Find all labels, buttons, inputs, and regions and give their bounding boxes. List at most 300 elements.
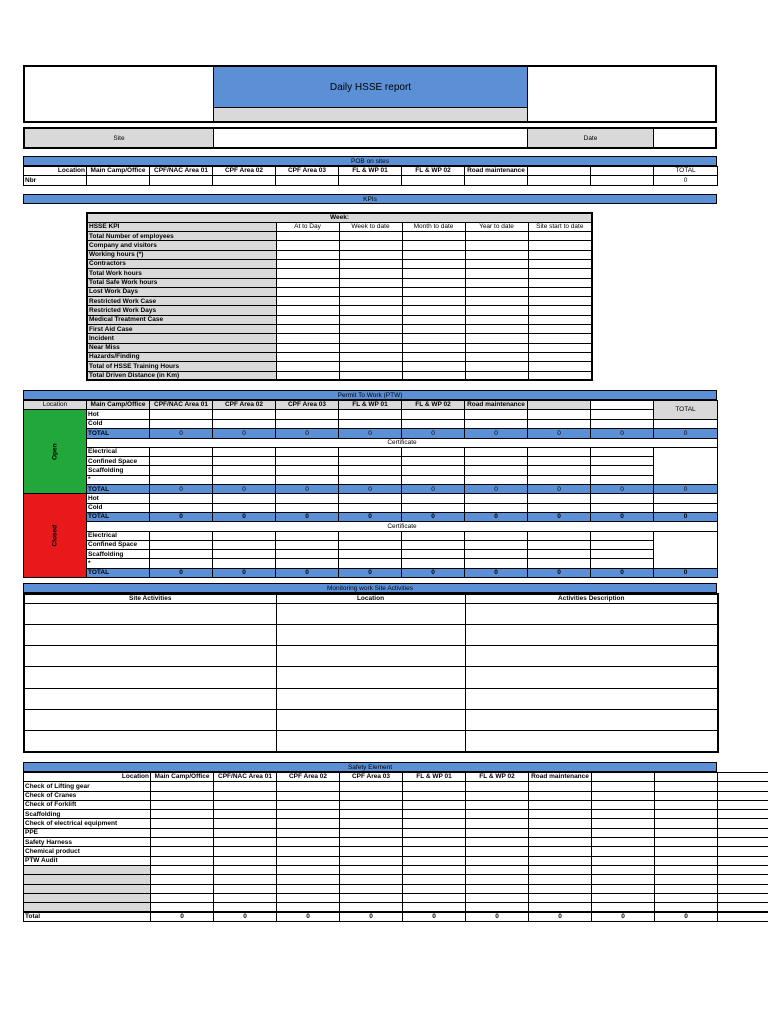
safety-cell[interactable]: [151, 782, 214, 791]
ptw-closed-cell[interactable]: [465, 550, 528, 559]
ptw-open-cell[interactable]: [150, 457, 213, 466]
safety-cell[interactable]: [655, 819, 718, 828]
safety-cell[interactable]: [277, 875, 340, 884]
monitoring-cell[interactable]: [24, 603, 276, 624]
safety-cell[interactable]: [151, 810, 214, 819]
safety-cell[interactable]: [214, 782, 277, 791]
ptw-closed-cell[interactable]: [339, 503, 402, 512]
ptw-open-cell[interactable]: [276, 420, 339, 429]
monitoring-cell[interactable]: [276, 624, 465, 645]
kpi-cell[interactable]: [402, 371, 465, 380]
safety-cell[interactable]: [466, 819, 529, 828]
safety-cell[interactable]: [214, 800, 277, 809]
ptw-closed-cell[interactable]: [465, 540, 528, 549]
ptw-closed-cell[interactable]: [591, 540, 654, 549]
safety-cell[interactable]: [718, 819, 768, 828]
ptw-closed-cell[interactable]: [591, 503, 654, 512]
kpi-cell[interactable]: [339, 352, 402, 361]
kpi-cell[interactable]: [402, 259, 465, 268]
safety-cell[interactable]: [214, 791, 277, 800]
pob-cell[interactable]: [87, 176, 150, 185]
safety-cell[interactable]: [655, 865, 718, 874]
monitoring-cell[interactable]: [465, 603, 718, 624]
safety-cell[interactable]: [466, 856, 529, 865]
kpi-cell[interactable]: [276, 352, 339, 361]
kpi-cell[interactable]: [528, 343, 592, 352]
safety-cell[interactable]: [466, 800, 529, 809]
ptw-closed-cell[interactable]: [465, 503, 528, 512]
monitoring-cell[interactable]: [465, 730, 718, 751]
monitoring-cell[interactable]: [24, 688, 276, 709]
kpi-cell[interactable]: [528, 325, 592, 334]
safety-cell[interactable]: [151, 847, 214, 856]
kpi-cell[interactable]: [339, 371, 402, 380]
kpi-cell[interactable]: [276, 325, 339, 334]
safety-cell[interactable]: [592, 800, 655, 809]
ptw-closed-cell[interactable]: [150, 531, 213, 540]
safety-cell[interactable]: [277, 903, 340, 912]
safety-cell[interactable]: [466, 875, 529, 884]
safety-cell[interactable]: [403, 856, 466, 865]
safety-cell[interactable]: [466, 865, 529, 874]
safety-cell[interactable]: [403, 828, 466, 837]
safety-cell[interactable]: [340, 800, 403, 809]
ptw-open-cell[interactable]: [591, 447, 654, 456]
kpi-cell[interactable]: [465, 334, 528, 343]
kpi-cell[interactable]: [276, 250, 339, 259]
safety-cell[interactable]: [151, 838, 214, 847]
ptw-closed-cell[interactable]: [591, 559, 654, 568]
ptw-open-cell[interactable]: [465, 447, 528, 456]
kpi-cell[interactable]: [465, 250, 528, 259]
monitoring-cell[interactable]: [24, 709, 276, 730]
monitoring-cell[interactable]: [465, 688, 718, 709]
ptw-closed-cell[interactable]: [591, 531, 654, 540]
safety-cell[interactable]: [655, 847, 718, 856]
safety-cell[interactable]: [592, 782, 655, 791]
safety-cell[interactable]: [529, 782, 592, 791]
ptw-open-cell[interactable]: [213, 420, 276, 429]
safety-cell[interactable]: [340, 875, 403, 884]
ptw-open-cell[interactable]: [591, 475, 654, 484]
safety-cell[interactable]: [214, 828, 277, 837]
safety-cell[interactable]: [403, 782, 466, 791]
safety-cell[interactable]: [214, 884, 277, 893]
ptw-open-cell[interactable]: [213, 457, 276, 466]
ptw-closed-cell[interactable]: [528, 503, 591, 512]
kpi-cell[interactable]: [528, 352, 592, 361]
safety-cell[interactable]: [718, 865, 768, 874]
safety-cell[interactable]: [655, 800, 718, 809]
monitoring-cell[interactable]: [24, 646, 276, 667]
safety-cell[interactable]: [277, 810, 340, 819]
kpi-cell[interactable]: [339, 334, 402, 343]
ptw-closed-cell[interactable]: [150, 540, 213, 549]
ptw-closed-cell[interactable]: [213, 540, 276, 549]
safety-cell[interactable]: [529, 791, 592, 800]
ptw-closed-cell[interactable]: [402, 559, 465, 568]
safety-cell[interactable]: [340, 819, 403, 828]
ptw-closed-cell[interactable]: [213, 550, 276, 559]
kpi-cell[interactable]: [276, 259, 339, 268]
safety-cell[interactable]: [277, 782, 340, 791]
kpi-cell[interactable]: [276, 297, 339, 306]
ptw-open-cell[interactable]: [402, 420, 465, 429]
ptw-open-cell[interactable]: [213, 466, 276, 475]
monitoring-cell[interactable]: [276, 646, 465, 667]
kpi-cell[interactable]: [465, 269, 528, 278]
safety-cell[interactable]: [340, 810, 403, 819]
kpi-cell[interactable]: [402, 297, 465, 306]
ptw-open-cell[interactable]: [654, 457, 718, 466]
safety-cell[interactable]: [403, 903, 466, 912]
safety-cell[interactable]: [655, 782, 718, 791]
ptw-closed-cell[interactable]: [654, 503, 718, 512]
kpi-cell[interactable]: [528, 287, 592, 296]
safety-cell[interactable]: [718, 893, 768, 902]
kpi-cell[interactable]: [465, 241, 528, 250]
safety-cell[interactable]: [718, 903, 768, 912]
kpi-cell[interactable]: [402, 362, 465, 371]
ptw-closed-cell[interactable]: [528, 550, 591, 559]
ptw-closed-cell[interactable]: [276, 494, 339, 503]
pob-cell[interactable]: [591, 176, 654, 185]
safety-cell[interactable]: [466, 838, 529, 847]
kpi-cell[interactable]: [402, 315, 465, 324]
safety-cell[interactable]: [277, 847, 340, 856]
ptw-open-cell[interactable]: [528, 447, 591, 456]
ptw-closed-cell[interactable]: [528, 494, 591, 503]
kpi-cell[interactable]: [528, 371, 592, 380]
monitoring-cell[interactable]: [276, 688, 465, 709]
kpi-cell[interactable]: [402, 352, 465, 361]
ptw-open-cell[interactable]: [591, 410, 654, 420]
safety-cell[interactable]: [151, 875, 214, 884]
safety-cell[interactable]: [403, 791, 466, 800]
kpi-cell[interactable]: [276, 278, 339, 287]
safety-cell[interactable]: [592, 810, 655, 819]
safety-cell[interactable]: [718, 800, 768, 809]
safety-cell[interactable]: [214, 875, 277, 884]
safety-cell[interactable]: [592, 838, 655, 847]
safety-cell[interactable]: [151, 903, 214, 912]
safety-cell[interactable]: [466, 791, 529, 800]
monitoring-cell[interactable]: [276, 667, 465, 688]
safety-cell[interactable]: [529, 800, 592, 809]
kpi-cell[interactable]: [276, 306, 339, 315]
kpi-cell[interactable]: [339, 269, 402, 278]
monitoring-cell[interactable]: [276, 709, 465, 730]
safety-cell[interactable]: [340, 838, 403, 847]
monitoring-cell[interactable]: [276, 730, 465, 751]
monitoring-cell[interactable]: [465, 667, 718, 688]
safety-cell[interactable]: [214, 893, 277, 902]
kpi-cell[interactable]: [465, 306, 528, 315]
safety-cell[interactable]: [340, 884, 403, 893]
safety-cell[interactable]: [655, 810, 718, 819]
safety-cell[interactable]: [529, 810, 592, 819]
kpi-cell[interactable]: [465, 297, 528, 306]
kpi-cell[interactable]: [528, 306, 592, 315]
ptw-closed-cell[interactable]: [150, 559, 213, 568]
safety-cell[interactable]: [151, 865, 214, 874]
kpi-cell[interactable]: [465, 232, 528, 241]
safety-cell[interactable]: [151, 828, 214, 837]
ptw-open-cell[interactable]: [528, 420, 591, 429]
ptw-closed-cell[interactable]: [654, 531, 718, 540]
monitoring-cell[interactable]: [24, 730, 276, 751]
safety-cell[interactable]: [277, 884, 340, 893]
safety-cell[interactable]: [592, 828, 655, 837]
safety-cell[interactable]: [340, 903, 403, 912]
kpi-cell[interactable]: [276, 269, 339, 278]
kpi-cell[interactable]: [402, 278, 465, 287]
ptw-closed-cell[interactable]: [402, 540, 465, 549]
ptw-open-cell[interactable]: [465, 466, 528, 475]
safety-cell[interactable]: [466, 810, 529, 819]
ptw-open-cell[interactable]: [339, 420, 402, 429]
safety-cell[interactable]: [277, 838, 340, 847]
safety-cell[interactable]: [655, 856, 718, 865]
ptw-open-cell[interactable]: [276, 457, 339, 466]
kpi-cell[interactable]: [528, 250, 592, 259]
kpi-cell[interactable]: [339, 306, 402, 315]
kpi-cell[interactable]: [339, 241, 402, 250]
safety-cell[interactable]: [277, 865, 340, 874]
ptw-closed-cell[interactable]: [276, 540, 339, 549]
ptw-open-cell[interactable]: [150, 410, 213, 420]
ptw-closed-cell[interactable]: [591, 550, 654, 559]
safety-cell[interactable]: [529, 893, 592, 902]
safety-cell[interactable]: [529, 819, 592, 828]
safety-cell[interactable]: [403, 847, 466, 856]
kpi-cell[interactable]: [339, 297, 402, 306]
safety-cell[interactable]: [403, 884, 466, 893]
ptw-open-cell[interactable]: [339, 447, 402, 456]
safety-cell[interactable]: [655, 893, 718, 902]
kpi-cell[interactable]: [528, 241, 592, 250]
ptw-open-cell[interactable]: [528, 457, 591, 466]
kpi-cell[interactable]: [402, 306, 465, 315]
ptw-open-cell[interactable]: [591, 457, 654, 466]
report-subtitle-box[interactable]: [214, 108, 528, 121]
kpi-cell[interactable]: [339, 325, 402, 334]
safety-cell[interactable]: [655, 828, 718, 837]
ptw-closed-cell[interactable]: [528, 540, 591, 549]
kpi-cell[interactable]: [465, 325, 528, 334]
safety-cell[interactable]: [403, 810, 466, 819]
ptw-open-cell[interactable]: [339, 466, 402, 475]
safety-cell[interactable]: [214, 856, 277, 865]
ptw-closed-cell[interactable]: [213, 494, 276, 503]
ptw-closed-cell[interactable]: [465, 559, 528, 568]
kpi-cell[interactable]: [339, 250, 402, 259]
ptw-closed-cell[interactable]: [276, 503, 339, 512]
kpi-cell[interactable]: [402, 232, 465, 241]
ptw-open-cell[interactable]: [465, 457, 528, 466]
safety-cell[interactable]: [151, 893, 214, 902]
safety-cell[interactable]: [718, 856, 768, 865]
safety-cell[interactable]: [529, 884, 592, 893]
safety-cell[interactable]: [277, 893, 340, 902]
ptw-open-cell[interactable]: [654, 420, 718, 429]
ptw-open-cell[interactable]: [654, 466, 718, 475]
safety-cell[interactable]: [592, 875, 655, 884]
ptw-closed-cell[interactable]: [402, 494, 465, 503]
kpi-cell[interactable]: [339, 259, 402, 268]
kpi-cell[interactable]: [465, 362, 528, 371]
ptw-closed-cell[interactable]: [402, 531, 465, 540]
safety-cell[interactable]: [151, 884, 214, 893]
kpi-cell[interactable]: [276, 315, 339, 324]
kpi-cell[interactable]: [402, 334, 465, 343]
ptw-open-cell[interactable]: [591, 420, 654, 429]
ptw-open-cell[interactable]: [402, 466, 465, 475]
ptw-closed-cell[interactable]: [654, 494, 718, 503]
safety-cell[interactable]: [718, 782, 768, 791]
kpi-cell[interactable]: [465, 287, 528, 296]
ptw-closed-cell[interactable]: [276, 559, 339, 568]
monitoring-cell[interactable]: [24, 667, 276, 688]
safety-cell[interactable]: [718, 828, 768, 837]
ptw-open-cell[interactable]: [402, 447, 465, 456]
kpi-cell[interactable]: [528, 278, 592, 287]
safety-cell[interactable]: [403, 875, 466, 884]
ptw-open-cell[interactable]: [528, 410, 591, 420]
ptw-closed-cell[interactable]: [654, 550, 718, 559]
date-field[interactable]: [654, 129, 715, 147]
monitoring-cell[interactable]: [465, 646, 718, 667]
safety-cell[interactable]: [655, 791, 718, 800]
safety-cell[interactable]: [718, 847, 768, 856]
kpi-cell[interactable]: [402, 250, 465, 259]
ptw-closed-cell[interactable]: [213, 531, 276, 540]
kpi-cell[interactable]: [339, 343, 402, 352]
kpi-cell[interactable]: [402, 269, 465, 278]
safety-cell[interactable]: [718, 791, 768, 800]
ptw-closed-cell[interactable]: [339, 559, 402, 568]
ptw-open-cell[interactable]: [528, 475, 591, 484]
safety-cell[interactable]: [277, 800, 340, 809]
ptw-closed-cell[interactable]: [150, 550, 213, 559]
safety-cell[interactable]: [466, 903, 529, 912]
ptw-closed-cell[interactable]: [276, 550, 339, 559]
safety-cell[interactable]: [592, 893, 655, 902]
kpi-cell[interactable]: [402, 325, 465, 334]
safety-cell[interactable]: [403, 893, 466, 902]
kpi-cell[interactable]: [276, 362, 339, 371]
ptw-closed-cell[interactable]: [402, 503, 465, 512]
kpi-cell[interactable]: [276, 232, 339, 241]
safety-cell[interactable]: [529, 856, 592, 865]
site-field[interactable]: [214, 129, 528, 147]
kpi-cell[interactable]: [276, 287, 339, 296]
kpi-cell[interactable]: [465, 371, 528, 380]
ptw-open-cell[interactable]: [465, 420, 528, 429]
ptw-closed-cell[interactable]: [150, 494, 213, 503]
ptw-closed-cell[interactable]: [465, 531, 528, 540]
ptw-open-cell[interactable]: [654, 447, 718, 456]
safety-cell[interactable]: [592, 865, 655, 874]
ptw-open-cell[interactable]: [276, 475, 339, 484]
monitoring-cell[interactable]: [276, 603, 465, 624]
kpi-cell[interactable]: [465, 259, 528, 268]
kpi-cell[interactable]: [339, 362, 402, 371]
safety-cell[interactable]: [151, 819, 214, 828]
safety-cell[interactable]: [340, 847, 403, 856]
ptw-open-cell[interactable]: [276, 447, 339, 456]
ptw-open-cell[interactable]: [213, 447, 276, 456]
kpi-cell[interactable]: [402, 287, 465, 296]
safety-cell[interactable]: [466, 847, 529, 856]
kpi-cell[interactable]: [339, 278, 402, 287]
ptw-closed-cell[interactable]: [213, 503, 276, 512]
ptw-open-cell[interactable]: [528, 466, 591, 475]
safety-cell[interactable]: [214, 903, 277, 912]
pob-cell[interactable]: [339, 176, 402, 185]
kpi-cell[interactable]: [528, 269, 592, 278]
safety-cell[interactable]: [214, 810, 277, 819]
kpi-cell[interactable]: [528, 232, 592, 241]
ptw-closed-cell[interactable]: [339, 550, 402, 559]
ptw-open-cell[interactable]: [465, 410, 528, 420]
ptw-closed-cell[interactable]: [528, 559, 591, 568]
safety-cell[interactable]: [718, 810, 768, 819]
safety-cell[interactable]: [655, 875, 718, 884]
safety-cell[interactable]: [655, 838, 718, 847]
ptw-closed-cell[interactable]: [339, 531, 402, 540]
safety-cell[interactable]: [214, 865, 277, 874]
kpi-cell[interactable]: [276, 334, 339, 343]
safety-cell[interactable]: [718, 875, 768, 884]
safety-cell[interactable]: [340, 865, 403, 874]
safety-cell[interactable]: [277, 828, 340, 837]
pob-cell[interactable]: [465, 176, 528, 185]
ptw-open-cell[interactable]: [150, 447, 213, 456]
kpi-cell[interactable]: [276, 371, 339, 380]
safety-cell[interactable]: [655, 884, 718, 893]
ptw-closed-cell[interactable]: [339, 494, 402, 503]
ptw-closed-cell[interactable]: [654, 559, 718, 568]
pob-cell[interactable]: [528, 176, 591, 185]
ptw-open-cell[interactable]: [213, 410, 276, 420]
ptw-open-cell[interactable]: [339, 410, 402, 420]
pob-cell[interactable]: [276, 176, 339, 185]
kpi-cell[interactable]: [528, 362, 592, 371]
pob-cell[interactable]: [150, 176, 213, 185]
safety-cell[interactable]: [529, 875, 592, 884]
safety-cell[interactable]: [529, 828, 592, 837]
kpi-cell[interactable]: [528, 315, 592, 324]
ptw-closed-cell[interactable]: [465, 494, 528, 503]
safety-cell[interactable]: [214, 847, 277, 856]
ptw-closed-cell[interactable]: [591, 494, 654, 503]
safety-cell[interactable]: [277, 819, 340, 828]
safety-cell[interactable]: [340, 893, 403, 902]
monitoring-cell[interactable]: [465, 709, 718, 730]
safety-cell[interactable]: [466, 828, 529, 837]
safety-cell[interactable]: [466, 884, 529, 893]
ptw-closed-cell[interactable]: [402, 550, 465, 559]
kpi-cell[interactable]: [528, 334, 592, 343]
kpi-cell[interactable]: [339, 287, 402, 296]
ptw-closed-cell[interactable]: [150, 503, 213, 512]
safety-cell[interactable]: [592, 819, 655, 828]
safety-cell[interactable]: [718, 884, 768, 893]
ptw-closed-cell[interactable]: [654, 540, 718, 549]
ptw-open-cell[interactable]: [150, 420, 213, 429]
kpi-cell[interactable]: [465, 352, 528, 361]
